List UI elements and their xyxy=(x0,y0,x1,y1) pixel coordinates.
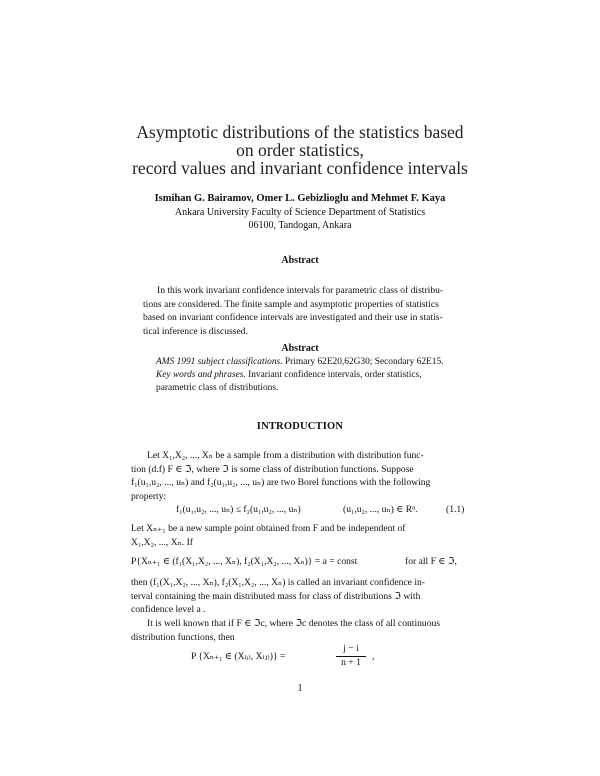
text-line: Let X₁,X₂, ..., Xₙ be a sample from a distribution with distribution func- xyxy=(147,450,424,461)
ams-label: AMS 1991 subject classifications. xyxy=(156,357,283,367)
abstract-line: In this work invariant confidence intervals for parametric class of distribu- xyxy=(157,285,444,296)
equation-invariant-interval: P{Xₙ₊₁ ∈ (f₁(X₁,X₂, ..., Xₙ), f₂(X₁,X₂, ..., Xₙ)} = a = const xyxy=(131,556,358,567)
abstract-heading-2: Abstract xyxy=(281,343,319,354)
fraction-numerator: j − i xyxy=(343,643,359,654)
equation-fraction xyxy=(336,643,366,669)
abstract-line: tical inference is discussed. xyxy=(143,325,248,337)
text-line: property: xyxy=(131,490,167,502)
keywords-text-2: parametric class of distributions. xyxy=(156,383,279,393)
page-number: 1 xyxy=(297,683,303,694)
ams-text: Primary 62E20,62G30; Secondary 62E15. xyxy=(282,357,444,367)
text-line: tion (d.f) F ∈ ℑ, where ℑ is some class of distribution functions. Suppose xyxy=(131,463,414,475)
abstract-line: based on invariant confidence intervals are investigated and their use in statis- xyxy=(143,312,443,323)
intro-paragraph-4 xyxy=(131,617,473,644)
section-heading-introduction: INTRODUCTION xyxy=(256,421,344,432)
text-line: confidence level a . xyxy=(131,604,206,615)
paper-title-line-1: Asymptotic distributions of the statistics based xyxy=(136,122,464,142)
authors: Ismihan G. Bairamov, Omer L. Gebizlioglu and Mehmet F. Kaya xyxy=(154,193,446,204)
keywords-label: Key words and phrases. xyxy=(156,370,246,380)
text-line: X₁,X₂, ..., Xₙ. If xyxy=(131,536,193,548)
affiliation-line-2: 06100, Tandogan, Ankara xyxy=(248,220,352,231)
text-line: terval containing the main distributed mass for class of distributions ℑ with xyxy=(131,590,421,602)
equation-trailing-comma: , xyxy=(372,651,375,662)
equation-1-1-right: (u₁,u₂, ..., uₙ) ∈ Rⁿ. xyxy=(343,504,418,515)
text-line: f₁(u₁,u₂, ..., uₙ) and f₂(u₁,u₂, ..., uₙ) are two Borel functions with the following xyxy=(131,477,431,488)
text-line: Let Xₙ₊₁ be a new sample point obtained from F and be independent of xyxy=(131,523,406,534)
fraction-denominator: n + 1 xyxy=(336,656,366,669)
equation-order-statistic-probability: P {Xₙ₊₁ ∈ (X₍ᵢ₎, X₍ⱼ₎)} = xyxy=(191,651,286,662)
abstract-heading: Abstract xyxy=(281,255,319,266)
abstract-body xyxy=(143,284,463,338)
text-line: It is well known that if F ∈ ℑc, where ℑc denotes the class of all continuous xyxy=(147,618,441,629)
keywords-text: Invariant confidence intervals, order statistics, xyxy=(245,370,422,380)
intro-paragraph-3 xyxy=(131,576,473,617)
equation-number-1-1: (1.1) xyxy=(446,504,465,515)
equation-1-1-left: f₁(u₁,u₂, ..., uₙ) ≤ f₂(u₁,u₂, ..., uₙ) xyxy=(176,504,301,515)
abstract-line: tions are considered. The finite sample and asymptotic properties of statistics xyxy=(143,298,439,310)
text-line: distribution functions, then xyxy=(131,631,235,643)
intro-paragraph-2 xyxy=(131,522,473,549)
paper-title-line-2: on order statistics, xyxy=(236,140,364,160)
text-line: then (f₁(X₁,X₂, ..., Xₙ), f₂(X₁,X₂, ..., Xₙ) is called an invariant confidence in- xyxy=(131,577,425,588)
affiliation-line-1: Ankara University Faculty of Science Department of Statistics xyxy=(174,207,426,218)
equation-invariant-condition: for all F ∈ ℑ, xyxy=(405,556,457,567)
classifications-block xyxy=(156,356,456,395)
intro-paragraph-1 xyxy=(131,449,473,503)
paper-title-line-3: record values and invariant confidence intervals xyxy=(132,158,468,178)
